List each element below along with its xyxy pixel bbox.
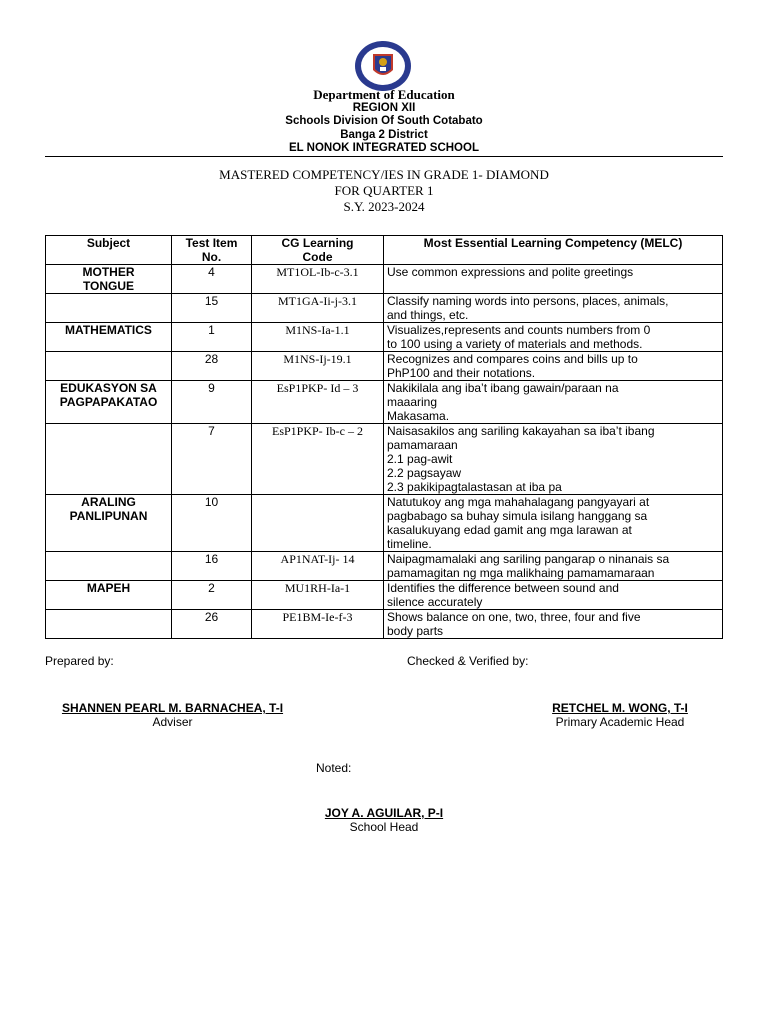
- melc-text-line: Naipagmamalaki ang sariling pangarap o ninanais sa: [387, 552, 670, 566]
- subject-text: PAGPAPAKATAO: [59, 395, 158, 409]
- division-name: Schools Division Of South Cotabato: [285, 115, 483, 127]
- table-row: [46, 495, 723, 552]
- academic-head-signature: [537, 701, 703, 729]
- table-header-row: [46, 236, 723, 265]
- district-name: Banga 2 District: [340, 128, 428, 141]
- melc-cell: [384, 381, 723, 424]
- melc-text-line: Naisasakilos ang sariling kakayahan sa iba’t ibang: [387, 424, 655, 438]
- melc-text-line: and things, etc.: [387, 308, 469, 322]
- melc-cell: [384, 610, 723, 639]
- subject-text: MATHEMATICS: [65, 323, 152, 337]
- melc-text-line: Visualizes,represents and counts numbers from 0: [387, 323, 651, 337]
- cg-code-cell: PE1BM-Ie-f-3: [252, 610, 384, 639]
- test-item-cell: 28: [172, 352, 252, 381]
- subject-cell: [46, 552, 172, 581]
- subject-cell: [46, 424, 172, 495]
- letterhead: [0, 88, 768, 156]
- subject-text: MOTHER: [82, 265, 135, 279]
- test-item-cell: 26: [172, 610, 252, 639]
- adviser-signature: [45, 701, 300, 729]
- table-row: [46, 581, 723, 610]
- subject-cell: [46, 265, 172, 294]
- table-row: [46, 323, 723, 352]
- subject-text: EDUKASYON SA: [60, 381, 157, 395]
- table-row: [46, 610, 723, 639]
- melc-text-line: Nakikilala ang iba’t ibang gawain/paraan na: [387, 381, 619, 395]
- melc-text-line: 2.3 pakikipagtalastasan at iba pa: [387, 480, 562, 494]
- competency-table: [45, 235, 723, 639]
- melc-text-line: pamamagitan ng mga malikhaing pamamamaraan: [387, 566, 655, 580]
- melc-text-line: body parts: [387, 624, 444, 638]
- test-item-cell: 15: [172, 294, 252, 323]
- school-head-signature: [284, 806, 484, 834]
- checked-by-label: Checked & Verified by:: [407, 654, 529, 668]
- col-header-test-item: Test Item No.: [172, 236, 252, 265]
- melc-cell: [384, 581, 723, 610]
- melc-text-line: Identifies the difference between sound and: [387, 581, 619, 595]
- subject-text: ARALING: [81, 495, 136, 509]
- title-line-3: S.Y. 2023-2024: [343, 199, 425, 214]
- title-line-2: FOR QUARTER 1: [334, 183, 434, 198]
- melc-text-line: maaaring: [387, 395, 438, 409]
- academic-head-name: RETCHEL M. WONG, T-I: [552, 701, 688, 715]
- region-name: REGION XII: [352, 101, 416, 114]
- melc-text-line: Makasama.: [387, 409, 450, 423]
- melc-cell: [384, 294, 723, 323]
- prepared-by-label: Prepared by:: [45, 654, 114, 668]
- melc-cell: [384, 265, 723, 294]
- noted-label: Noted:: [316, 761, 352, 775]
- cg-code-cell: AP1NAT-Ij- 14: [252, 552, 384, 581]
- deped-seal-logo: [353, 40, 413, 92]
- melc-text-line: pamamaraan: [387, 438, 458, 452]
- test-item-cell: 2: [172, 581, 252, 610]
- table-row: [46, 265, 723, 294]
- table-row: [46, 294, 723, 323]
- test-item-cell: 9: [172, 381, 252, 424]
- document-title: [0, 167, 768, 215]
- subject-cell: [46, 352, 172, 381]
- melc-text-line: 2.2 pagsayaw: [387, 466, 462, 480]
- test-item-cell: 1: [172, 323, 252, 352]
- school-name: EL NONOK INTEGRATED SCHOOL: [289, 142, 479, 154]
- adviser-name: SHANNEN PEARL M. BARNACHEA, T-I: [61, 701, 284, 715]
- col-header-cg-code: CG Learning Code: [252, 236, 384, 265]
- melc-cell: [384, 552, 723, 581]
- department-name: Department of Education: [313, 87, 455, 102]
- subject-cell: [46, 294, 172, 323]
- header-divider: [45, 156, 723, 157]
- melc-text-line: Use common expressions and polite greetings: [387, 265, 634, 279]
- subject-cell: [46, 581, 172, 610]
- melc-text-line: Classify naming words into persons, places, animals,: [387, 294, 669, 308]
- academic-head-title: Primary Academic Head: [555, 715, 685, 729]
- table-body: [46, 265, 723, 639]
- melc-text-line: Recognizes and compares coins and bills up to: [387, 352, 638, 366]
- melc-text-line: to 100 using a variety of materials and methods.: [387, 337, 643, 351]
- melc-text-line: PhP100 and their notations.: [387, 366, 536, 380]
- cg-code-cell: MU1RH-Ia-1: [252, 581, 384, 610]
- col-header-melc: Most Essential Learning Competency (MELC): [384, 236, 723, 265]
- adviser-title: Adviser: [152, 715, 193, 729]
- title-line-1: MASTERED COMPETENCY/IES IN GRADE 1- DIAMOND: [219, 167, 549, 182]
- melc-cell: [384, 495, 723, 552]
- subject-cell: [46, 381, 172, 424]
- melc-text-line: kasalukuyang edad gamit ang mga larawan at: [387, 523, 632, 537]
- melc-text-line: Natutukoy ang mga mahahalagang pangyayari at: [387, 495, 650, 509]
- test-item-cell: 10: [172, 495, 252, 552]
- melc-cell: [384, 424, 723, 495]
- melc-text-line: timeline.: [387, 537, 432, 551]
- melc-cell: [384, 323, 723, 352]
- melc-text-line: Shows balance on one, two, three, four and five: [387, 610, 641, 624]
- col-header-subject: Subject: [46, 236, 172, 265]
- cg-code-cell: MT1OL-Ib-c-3.1: [252, 265, 384, 294]
- table-row: [46, 381, 723, 424]
- subject-cell: [46, 323, 172, 352]
- subject-text: MAPEH: [86, 581, 131, 595]
- subject-cell: [46, 610, 172, 639]
- melc-cell: [384, 352, 723, 381]
- cg-code-cell: EsP1PKP- Ib-c – 2: [252, 424, 384, 495]
- cg-code-cell: M1NS-Ij-19.1: [252, 352, 384, 381]
- subject-cell: [46, 495, 172, 552]
- melc-text-line: 2.1 pag-awit: [387, 452, 453, 466]
- table-row: [46, 552, 723, 581]
- test-item-cell: 4: [172, 265, 252, 294]
- table-row: [46, 352, 723, 381]
- cg-code-cell: MT1GA-Ii-j-3.1: [252, 294, 384, 323]
- school-head-title: School Head: [349, 820, 419, 834]
- test-item-cell: 16: [172, 552, 252, 581]
- table-row: [46, 424, 723, 495]
- subject-text: PANLIPUNAN: [69, 509, 148, 523]
- test-item-cell: 7: [172, 424, 252, 495]
- melc-text-line: silence accurately: [387, 595, 483, 609]
- cg-code-cell: M1NS-Ia-1.1: [252, 323, 384, 352]
- melc-text-line: pagbabago sa buhay simula isilang hanggang sa: [387, 509, 648, 523]
- cg-code-cell: [252, 495, 384, 552]
- subject-text: TONGUE: [82, 279, 135, 293]
- cg-code-cell: EsP1PKP- Id – 3: [252, 381, 384, 424]
- school-head-name: JOY A. AGUILAR, P-I: [324, 806, 444, 820]
